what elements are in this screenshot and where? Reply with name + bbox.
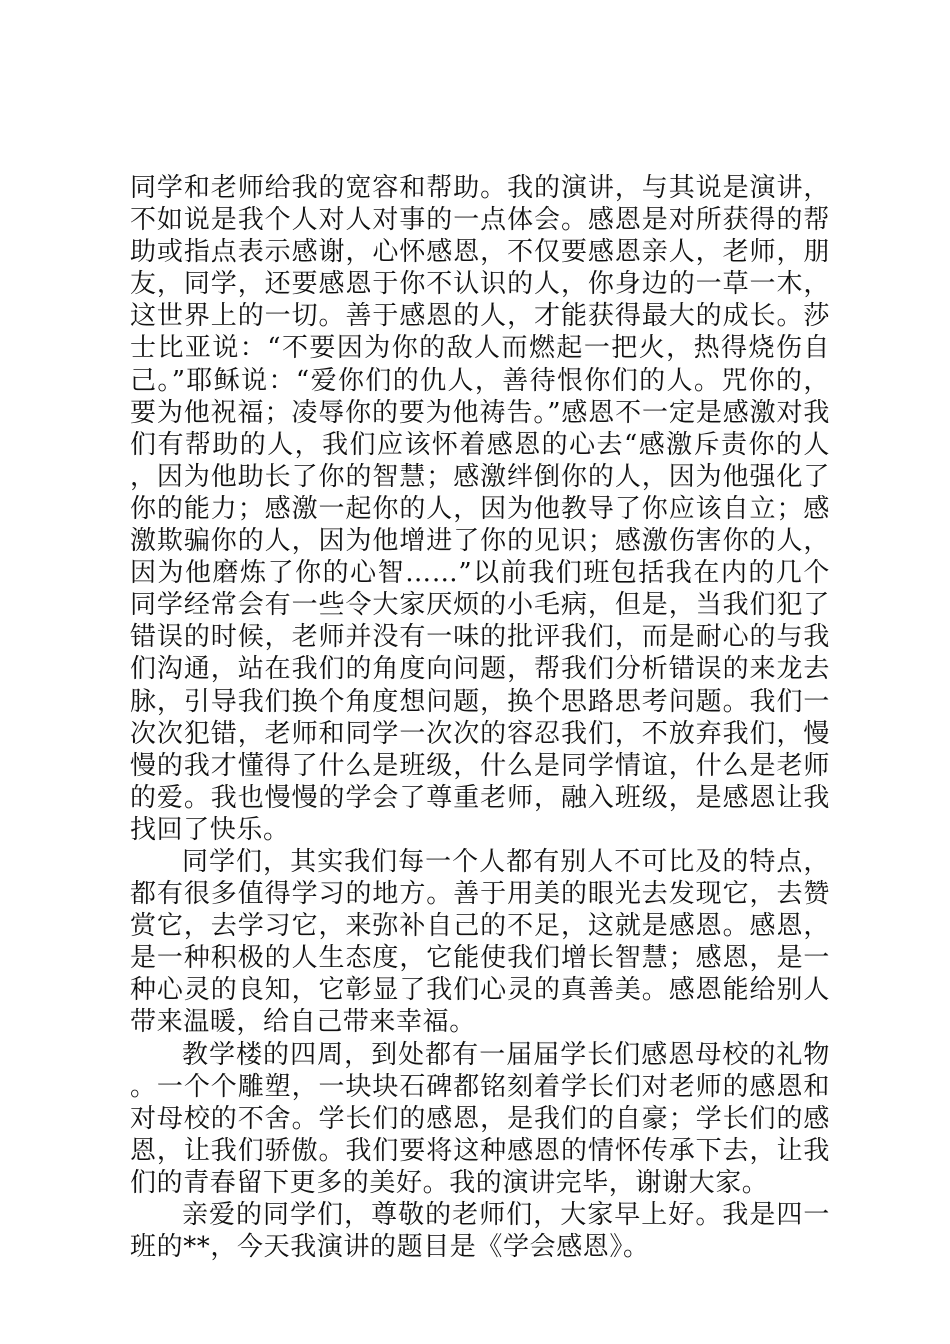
paragraph-2: 同学们，其实我们每一个人都有别人不可比及的特点，都有很多值得学习的地方。善于用美的眼光去发现它，去赞赏它，去学习它，来弥补自己的不足，这就是感恩。感恩，是一种积极的人生态度，它能使我们增长智慧；感恩，是一种心灵的良知，它彰显了我们心灵的真善美。感恩能给别人带来温暖，给自己带来幸福。: [130, 846, 830, 1038]
document-body: [130, 172, 830, 1263]
paragraph-1: 同学和老师给我的宽容和帮助。我的演讲，与其说是演讲，不如说是我个人对人对事的一点体会。感恩是对所获得的帮助或指点表示感谢，心怀感恩，不仅要感恩亲人，老师，朋友，同学，还要感恩于你不认识的人，你身边的一草一木，这世界上的一切。善于感恩的人，才能获得最大的成长。莎士比亚说：“不要因为你的敌人而燃起一把火，热得烧伤自己。”耶稣说：“爱你们的仇人，善待恨你们的人。咒你的，要为他祝福；凌辱你的要为他祷告。”感恩不一定是感激对我们有帮助的人，我们应该怀着感恩的心去“感激斥责你的人，因为他助长了你的智慧；感激绊倒你的人，因为他强化了你的能力；感激一起你的人，因为他教导了你应该自立；感激欺骗你的人，因为他增进了你的见识；感激伤害你的人，因为他磨炼了你的心智……”以前我们班包括我在内的几个同学经常会有一些令大家厌烦的小毛病，但是，当我们犯了错误的时候，老师并没有一味的批评我们，而是耐心的与我们沟通，站在我们的角度向问题，帮我们分析错误的来龙去脉，引导我们换个角度想问题，换个思路思考问题。我们一次次犯错，老师和同学一次次的容忍我们，不放弃我们，慢慢的我才懂得了什么是班级，什么是同学情谊，什么是老师的爱。我也慢慢的学会了尊重老师，融入班级，是感恩让我找回了快乐。: [130, 173, 830, 845]
paragraph-3: 教学楼的四周，到处都有一届届学长们感恩母校的礼物。一个个雕塑，一块块石碑都铭刻着学长们对老师的感恩和对母校的不舍。学长们的感恩，是我们的自豪；学长们的感恩，让我们骄傲。我们要将这种感恩的情怀传承下去，让我们的青春留下更多的美好。我的演讲完毕，谢谢大家。: [130, 1039, 830, 1198]
paragraph-4: 亲爱的同学们，尊敬的老师们，大家早上好。我是四一班的**，今天我演讲的题目是《学会感恩》。: [130, 1200, 830, 1263]
